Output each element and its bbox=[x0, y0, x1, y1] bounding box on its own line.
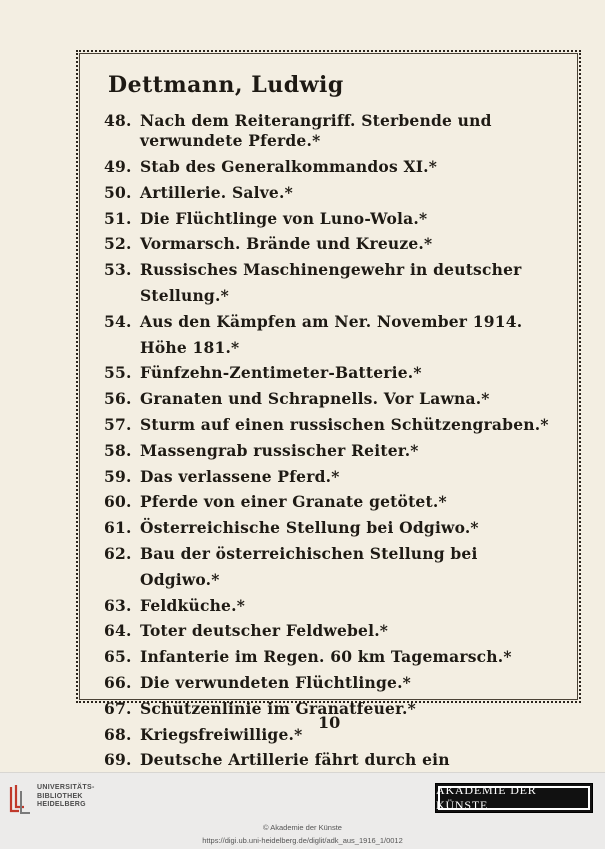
entry-title: Deutsche Artillerie fährt durch ein bbox=[140, 750, 450, 770]
entry-title: Schützenlinie im Granatfeuer.* bbox=[140, 698, 416, 718]
entry-number: 63. bbox=[104, 595, 132, 615]
entry-title: Massengrab russischer Reiter.* bbox=[140, 440, 419, 460]
entry-number: 69. bbox=[104, 750, 132, 770]
entry-number: 51. bbox=[104, 208, 132, 228]
library-line-3: HEIDELBERG bbox=[37, 801, 86, 808]
entry-number: 66. bbox=[104, 672, 132, 692]
entry-number: 61. bbox=[104, 518, 132, 538]
entry-number: 55. bbox=[104, 363, 132, 383]
entry-number: 57. bbox=[104, 414, 132, 434]
list-item bbox=[104, 412, 554, 438]
entry-title: Feldküche.* bbox=[140, 595, 246, 615]
entry-number: 58. bbox=[104, 440, 132, 460]
entry-number: 52. bbox=[104, 234, 132, 254]
entry-title: Granaten und Schrapnells. Vor Lawna.* bbox=[140, 389, 490, 409]
entry-number: 67. bbox=[104, 698, 132, 718]
library-line-2: BIBLIOTHEK bbox=[37, 792, 83, 800]
entry-title: Die Flüchtlinge von Luno-Wola.* bbox=[140, 208, 428, 228]
entry-number: 62. bbox=[104, 543, 132, 563]
entry-number: 54. bbox=[104, 311, 132, 331]
list-item bbox=[104, 386, 554, 412]
list-item bbox=[104, 309, 554, 361]
entry-title: Sturm auf einen russischen Schützengraben.* bbox=[140, 414, 549, 434]
list-item bbox=[104, 593, 554, 619]
entry-title: Aus den Kämpfen am Ner. November 1914. Höhe 181.* bbox=[140, 311, 523, 357]
list-item bbox=[104, 464, 554, 490]
list-item bbox=[104, 206, 554, 232]
entry-title: Nach dem Reiterangriff. Sterbende und verwundete Pferde.* bbox=[140, 111, 492, 150]
entry-number: 48. bbox=[104, 111, 132, 130]
entry-number: 64. bbox=[104, 621, 132, 641]
entry-title: Die verwundeten Flüchtlinge.* bbox=[140, 672, 411, 692]
akademie-logo-button[interactable]: AKADEMIE DER KÜNSTE bbox=[435, 783, 593, 813]
entry-title: Fünfzehn-Zentimeter-Batterie.* bbox=[140, 363, 422, 383]
entry-number: 60. bbox=[104, 492, 132, 512]
list-item bbox=[104, 108, 554, 154]
list-item bbox=[104, 644, 554, 670]
entry-title: Kriegsfreiwillige.* bbox=[140, 724, 303, 744]
entry-number: 56. bbox=[104, 389, 132, 409]
viewer-footer bbox=[0, 772, 605, 849]
page-url-link[interactable]: https://digi.ub.uni-heidelberg.de/diglit/adk_aus_1916_1/0012 bbox=[202, 836, 403, 845]
library-line-1: UNIVERSITÄTS- bbox=[37, 784, 95, 791]
library-logo-icon[interactable] bbox=[8, 783, 34, 815]
entry-title: Vormarsch. Brände und Kreuze.* bbox=[140, 234, 433, 254]
entry-number: 65. bbox=[104, 647, 132, 667]
entry-title: Russisches Maschinengewehr in deutscher Stellung.* bbox=[140, 260, 522, 305]
list-item bbox=[104, 618, 554, 644]
list-item bbox=[104, 438, 554, 464]
list-item bbox=[104, 670, 554, 696]
entry-title: Artillerie. Salve.* bbox=[140, 182, 293, 202]
entry-number: 50. bbox=[104, 182, 132, 202]
list-item bbox=[104, 541, 554, 593]
entry-title: Das verlassene Pferd.* bbox=[140, 466, 340, 486]
entry-title: Stab des Generalkommandos XI.* bbox=[140, 157, 438, 176]
copyright-text: © Akademie der Künste bbox=[263, 823, 342, 832]
entry-title: Toter deutscher Feldwebel.* bbox=[140, 621, 389, 641]
entry-list bbox=[104, 108, 554, 799]
entry-title: Bau der österreichischen Stellung bei Odgiwo.* bbox=[140, 543, 478, 589]
list-item bbox=[104, 515, 554, 541]
page-number: 10 bbox=[318, 713, 341, 732]
entry-title: Pferde von einer Granate getötet.* bbox=[140, 492, 447, 512]
list-item bbox=[104, 154, 554, 180]
entry-number: 68. bbox=[104, 724, 132, 744]
entry-number: 59. bbox=[104, 466, 132, 486]
author-heading: Dettmann, Ludwig bbox=[108, 72, 344, 98]
list-item bbox=[104, 231, 554, 257]
list-item bbox=[104, 180, 554, 206]
list-item bbox=[104, 257, 554, 309]
list-item bbox=[104, 360, 554, 386]
list-item bbox=[104, 489, 554, 515]
entry-title: Infanterie im Regen. 60 km Tagemarsch.* bbox=[140, 647, 512, 667]
entry-number: 53. bbox=[104, 260, 132, 280]
entry-number: 49. bbox=[104, 157, 132, 176]
entry-title: Österreichische Stellung bei Odgiwo.* bbox=[140, 518, 479, 538]
library-name[interactable] bbox=[37, 784, 95, 810]
